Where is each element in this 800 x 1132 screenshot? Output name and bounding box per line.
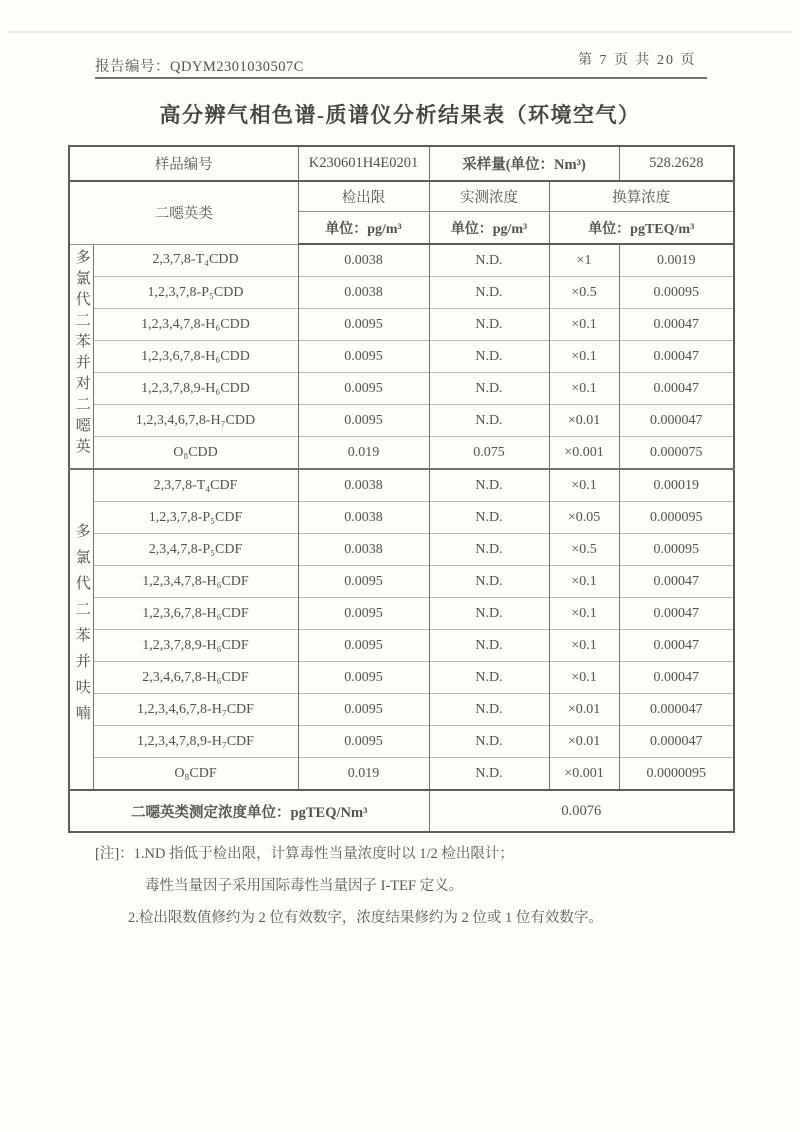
measured-value: N.D.: [429, 726, 549, 758]
teq-factor: ×0.1: [549, 566, 619, 598]
detection-limit-value: 0.0095: [298, 630, 429, 662]
detection-limit-header: 检出限: [298, 181, 429, 212]
table-row: [69, 502, 734, 534]
measured-value: N.D.: [429, 598, 549, 630]
total-value: 0.0076: [429, 790, 734, 832]
compound-name: O₈CDF: [93, 758, 298, 791]
converted-value: 0.0000095: [619, 758, 734, 791]
table-row: [69, 341, 734, 373]
converted-value: 0.00047: [619, 373, 734, 405]
detection-limit-value: 0.0095: [298, 566, 429, 598]
converted-value: 0.000047: [619, 694, 734, 726]
table-row: [69, 694, 734, 726]
table-row: [69, 726, 734, 758]
compound-name: 1,2,3,7,8,9-H₆CDF: [93, 630, 298, 662]
footnote-prefix: [注]：: [95, 846, 134, 862]
measured-value: N.D.: [429, 373, 549, 405]
converted-value: 0.0019: [619, 244, 734, 277]
compound-name: 2,3,7,8-T₄CDD: [93, 244, 298, 277]
detection-limit-value: 0.0095: [298, 341, 429, 373]
sample-volume-label: 采样量(单位：Nm³): [429, 146, 619, 181]
converted-value: 0.00047: [619, 630, 734, 662]
table-row: [69, 566, 734, 598]
converted-value: 0.00047: [619, 566, 734, 598]
measured-unit: 单位：pg/m³: [429, 212, 549, 245]
compound-group-label: 多氯代二苯并对二噁英: [69, 244, 93, 469]
analyte-class-header: 二噁英类: [69, 181, 298, 244]
measured-value: N.D.: [429, 309, 549, 341]
compound-name: 1,2,3,4,7,8-H₆CDF: [93, 566, 298, 598]
detection-limit-value: 0.0038: [298, 244, 429, 277]
table-row: [69, 309, 734, 341]
measured-value: N.D.: [429, 566, 549, 598]
footnote-line-1: [95, 838, 603, 870]
table-row: [69, 662, 734, 694]
table-row: [69, 598, 734, 630]
teq-factor: ×0.01: [549, 726, 619, 758]
converted-value: 0.00047: [619, 662, 734, 694]
compound-name: O₈CDD: [93, 437, 298, 470]
compound-name: 1,2,3,7,8,9-H₆CDD: [93, 373, 298, 405]
measured-value: N.D.: [429, 405, 549, 437]
teq-factor: ×0.1: [549, 309, 619, 341]
compound-name: 1,2,3,4,6,7,8-H₇CDD: [93, 405, 298, 437]
measured-value: N.D.: [429, 758, 549, 791]
compound-name: 1,2,3,7,8-P₅CDD: [93, 277, 298, 309]
table-row: [69, 405, 734, 437]
converted-value: 0.000047: [619, 726, 734, 758]
measured-value: N.D.: [429, 694, 549, 726]
converted-value: 0.00019: [619, 469, 734, 502]
compound-name: 2,3,7,8-T₄CDF: [93, 469, 298, 502]
measured-value: N.D.: [429, 630, 549, 662]
converted-value: 0.00095: [619, 277, 734, 309]
measured-value: N.D.: [429, 244, 549, 277]
detection-limit-value: 0.0038: [298, 534, 429, 566]
measured-value: N.D.: [429, 341, 549, 373]
teq-factor: ×0.1: [549, 469, 619, 502]
teq-factor: ×0.001: [549, 437, 619, 470]
converted-value: 0.000047: [619, 405, 734, 437]
detection-limit-value: 0.0038: [298, 469, 429, 502]
sample-id-value: K230601H4E0201: [298, 146, 429, 181]
teq-factor: ×0.05: [549, 502, 619, 534]
converted-value: 0.00047: [619, 309, 734, 341]
detection-limit-value: 0.0038: [298, 277, 429, 309]
table-row: [69, 244, 734, 277]
detection-limit-value: 0.0095: [298, 598, 429, 630]
compound-name: 1,2,3,7,8-P₅CDF: [93, 502, 298, 534]
measured-value: N.D.: [429, 662, 549, 694]
column-header-row: [69, 181, 734, 212]
converted-value: 0.000095: [619, 502, 734, 534]
sample-id-label: 样品编号: [69, 146, 298, 181]
measured-concentration-header: 实测浓度: [429, 181, 549, 212]
teq-factor: ×0.01: [549, 405, 619, 437]
table-row: [69, 469, 734, 502]
detection-limit-value: 0.019: [298, 437, 429, 470]
table-row: [69, 758, 734, 791]
measured-value: 0.075: [429, 437, 549, 470]
table-row: [69, 373, 734, 405]
teq-factor: ×0.5: [549, 534, 619, 566]
compound-name: 1,2,3,4,6,7,8-H₇CDF: [93, 694, 298, 726]
compound-name: 1,2,3,6,7,8-H₆CDD: [93, 341, 298, 373]
detection-limit-value: 0.019: [298, 758, 429, 791]
table-body: [69, 146, 734, 832]
converted-concentration-header: 换算浓度: [549, 181, 734, 212]
footnote-line-3: 2.检出限数值修约为 2 位有效数字，浓度结果修约为 2 位或 1 位有效数字。: [128, 910, 603, 926]
table-row: [69, 630, 734, 662]
compound-group-label: 多氯代二苯并呋喃: [69, 469, 93, 790]
converted-value: 0.000075: [619, 437, 734, 470]
page-title: 高分辨气相色谱-质谱仪分析结果表（环境空气）: [159, 103, 641, 127]
teq-factor: ×1: [549, 244, 619, 277]
compound-name: 1,2,3,6,7,8-H₆CDF: [93, 598, 298, 630]
compound-name: 2,3,4,6,7,8-H₆CDF: [93, 662, 298, 694]
converted-value: 0.00047: [619, 341, 734, 373]
measured-value: N.D.: [429, 534, 549, 566]
footnotes: [95, 838, 603, 934]
measured-value: N.D.: [429, 277, 549, 309]
detection-limit-value: 0.0095: [298, 373, 429, 405]
footnote-text-1: 1.ND 指低于检出限，计算毒性当量浓度时以 1/2 检出限计；: [133, 846, 514, 862]
teq-factor: ×0.01: [549, 694, 619, 726]
header-divider: [95, 77, 707, 79]
sample-info-row: [69, 146, 734, 181]
table-row: [69, 277, 734, 309]
table-row: [69, 534, 734, 566]
detection-limit-unit: 单位：pg/m³: [298, 212, 429, 245]
compound-name: 1,2,3,4,7,8-H₆CDD: [93, 309, 298, 341]
compound-name: 1,2,3,4,7,8,9-H₇CDF: [93, 726, 298, 758]
compound-name: 2,3,4,7,8-P₅CDF: [93, 534, 298, 566]
detection-limit-value: 0.0095: [298, 694, 429, 726]
report-number: 报告编号：QDYM2301030507C: [95, 59, 304, 75]
total-label: 二噁英类测定浓度单位：pgTEQ/Nm³: [69, 790, 429, 832]
scan-edge-artifact: [8, 31, 792, 33]
teq-factor: ×0.1: [549, 373, 619, 405]
detection-limit-value: 0.0095: [298, 662, 429, 694]
measured-value: N.D.: [429, 469, 549, 502]
teq-factor: ×0.1: [549, 662, 619, 694]
detection-limit-value: 0.0095: [298, 309, 429, 341]
results-table: [68, 145, 735, 833]
detection-limit-value: 0.0095: [298, 405, 429, 437]
total-row: [69, 790, 734, 832]
detection-limit-value: 0.0095: [298, 726, 429, 758]
converted-value: 0.00047: [619, 598, 734, 630]
table-row: [69, 437, 734, 470]
teq-factor: ×0.1: [549, 630, 619, 662]
page-indicator: 第 7 页 共 20 页: [578, 53, 697, 68]
teq-factor: ×0.5: [549, 277, 619, 309]
converted-unit: 单位：pgTEQ/m³: [549, 212, 734, 245]
sample-volume-value: 528.2628: [619, 146, 734, 181]
detection-limit-value: 0.0038: [298, 502, 429, 534]
teq-factor: ×0.1: [549, 341, 619, 373]
teq-factor: ×0.1: [549, 598, 619, 630]
converted-value: 0.00095: [619, 534, 734, 566]
footnote-line-2: 毒性当量因子采用国际毒性当量因子 I-TEF 定义。: [145, 878, 464, 894]
measured-value: N.D.: [429, 502, 549, 534]
teq-factor: ×0.001: [549, 758, 619, 791]
